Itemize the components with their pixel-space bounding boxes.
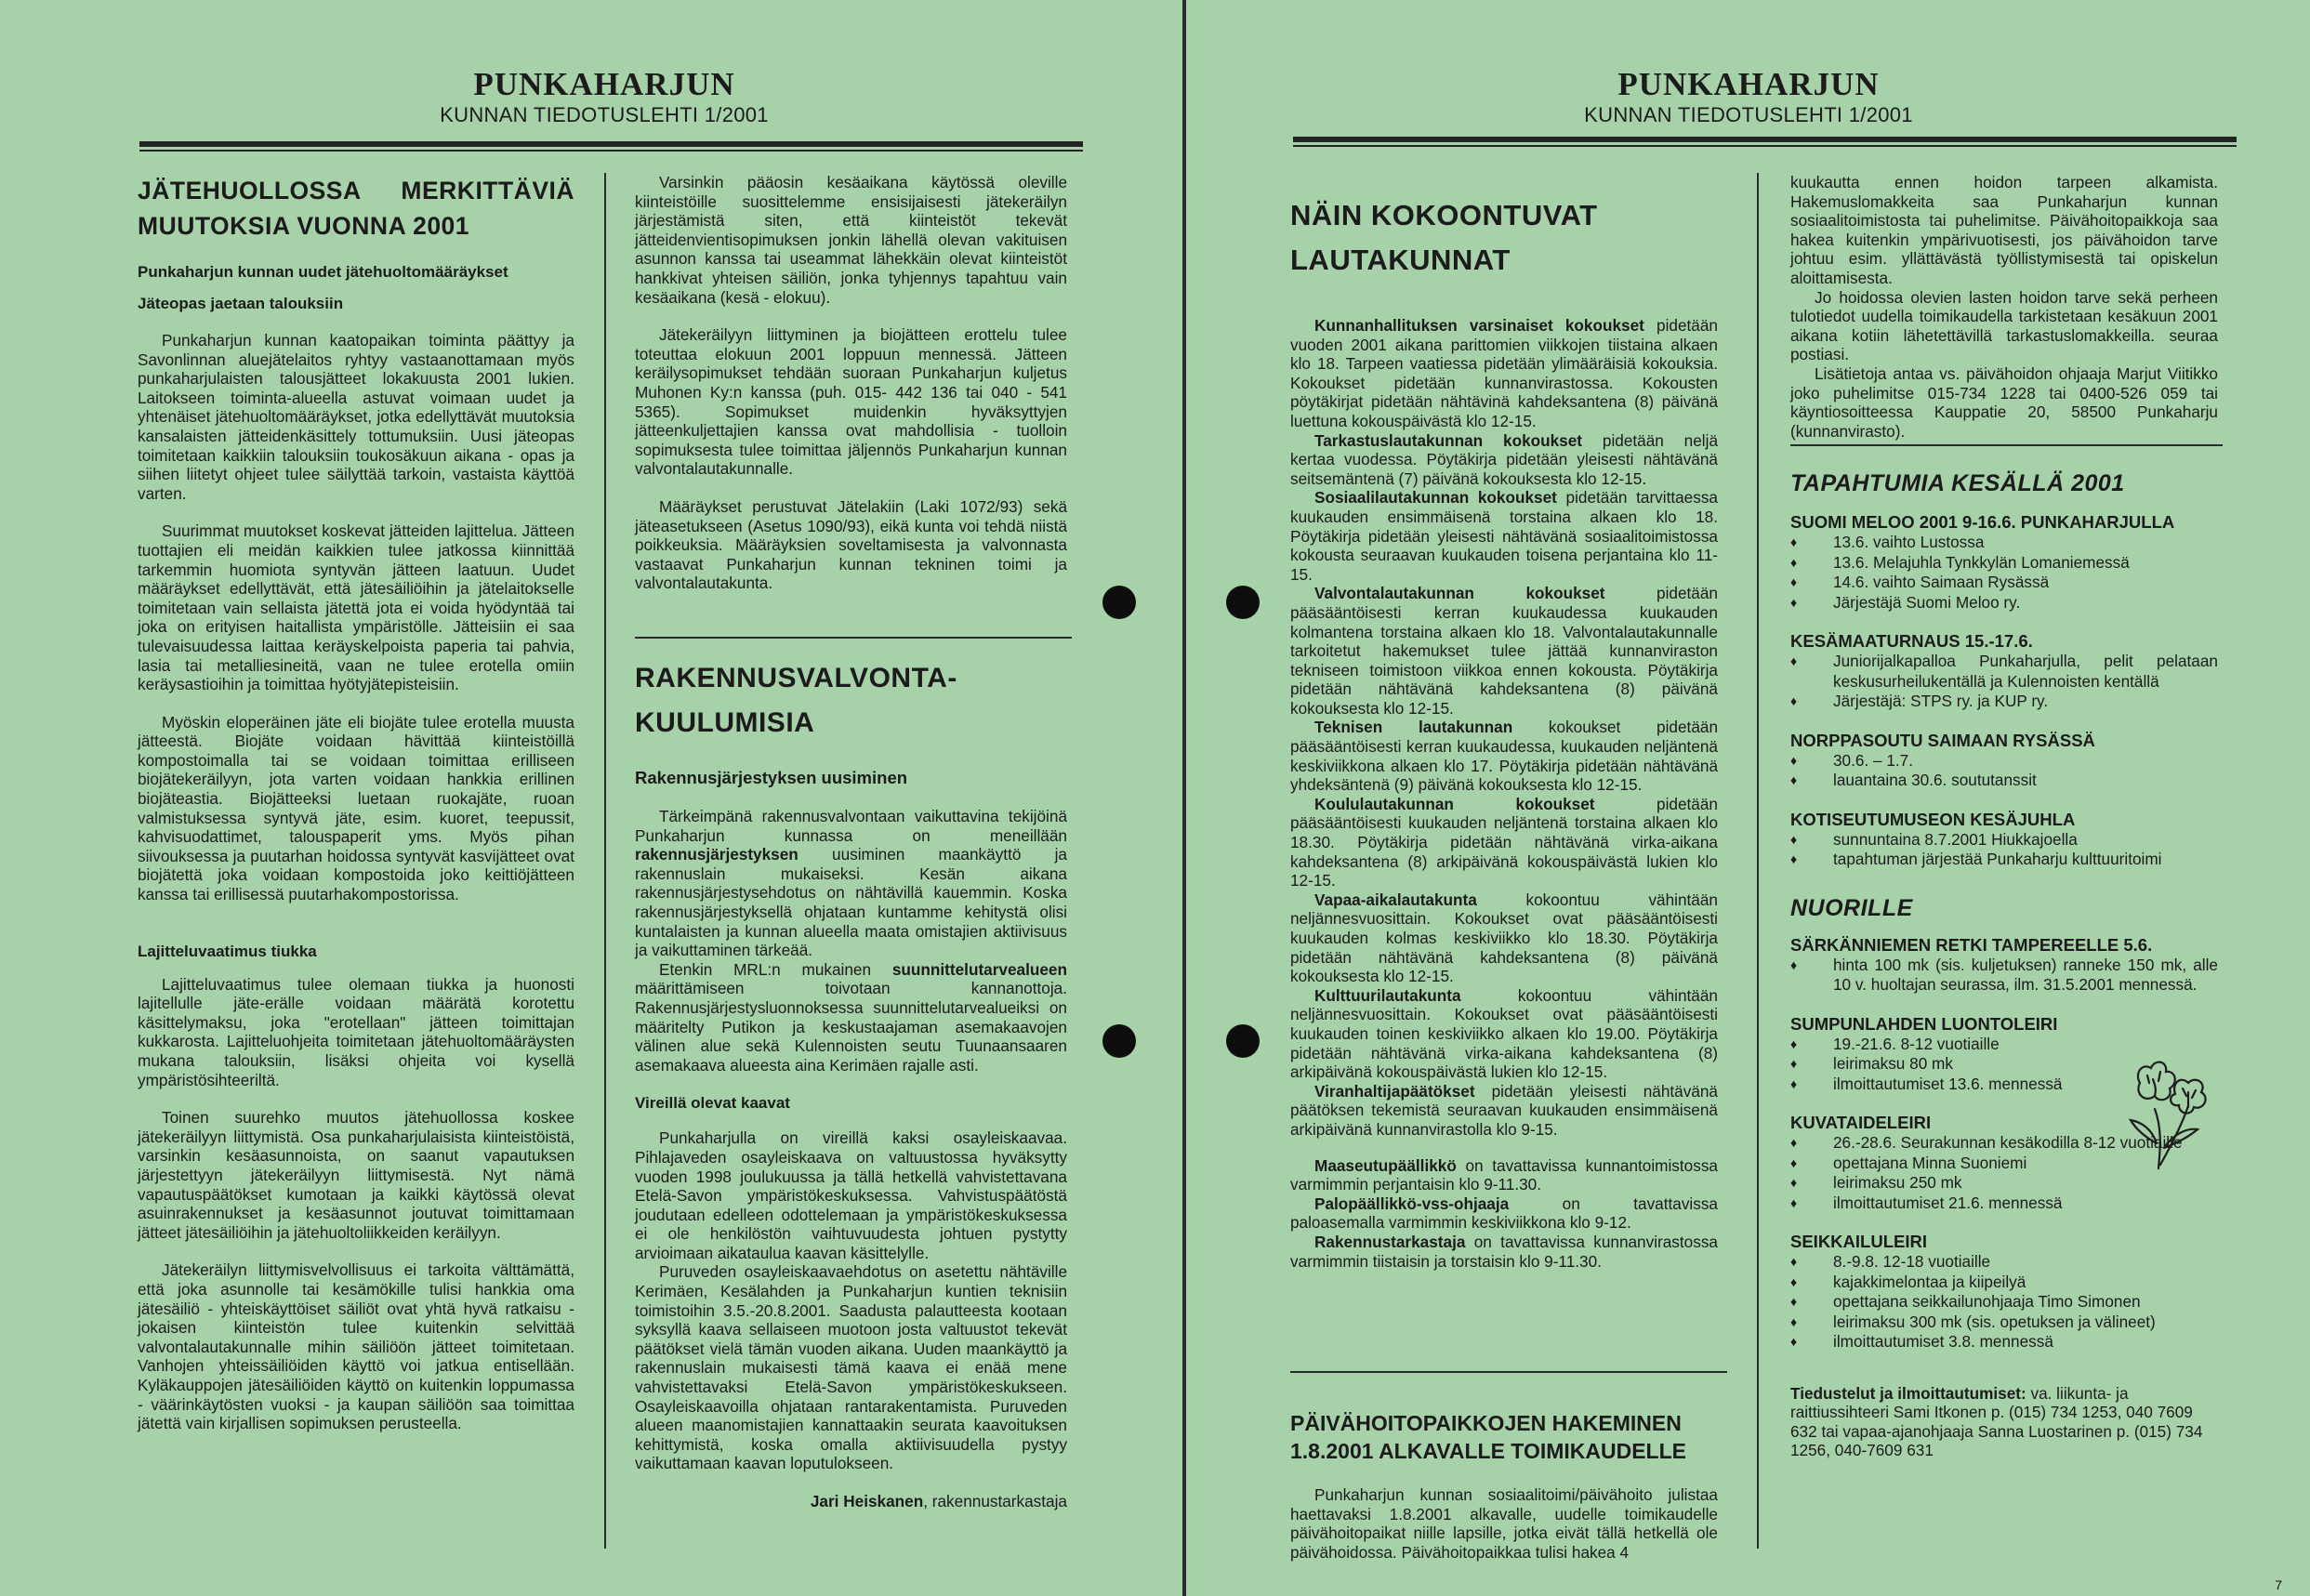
- event-item: [1790, 1332, 2218, 1352]
- board-text: kokoontuu vähintään neljännesvuosittain. Kokoukset ovat pääsääntöisesti kuukauden toinen keskiviikko alkaen klo 19.00. Pöytäkirja pidetään nähtävänä virka-aikana kahdeksantena (8) arkipäivänä kokouspäivästä lukien klo 12-15.: [1290, 985, 1718, 1082]
- board-name: Kunnanhallituksen varsinaiset kokoukset: [1314, 316, 1644, 335]
- paragraph: Punkaharjulla on vireillä kaksi osayleiskaavaa. Pihlajaveden osayleiskaava on valtuustossa hyväksytty vuoden 1998 joulukuussa ja tällä hetkellä vahvistettavana Etelä-Savon ympäristökeskuksessa. Vahvistuspäätöstä joudutaan edelleen odottelemaan ja ympäristökeskuksessa ei ole henkilöstön vaihtuvuudesta johtuen pystytty arvioimaan aikataulua kaavan käsittelylle.: [635, 1128, 1067, 1262]
- event-item-text: 26.-28.6. Seurakunnan kesäkodilla 8-12 vuotiaille: [1833, 1133, 2183, 1152]
- paragraph: Puruveden osayleiskaavaehdotus on asetettu nähtäville Kerimäen, Kesälahden ja Punkaharjun kuntien teknisiin toimistoihin 3.5.-20.8.2001. Saadusta palautteesta kootaan syksyllä kaava sellaiseen muotoon josta valtuustot tekevät päätökset vielä tämän vuoden aikana. Uuden maankäyttö ja rakennuslain mukaisesti tämä kaava ei enää mene vahvistettavaksi Etelä-Savon ympäristökeskukseen. Osayleiskaavoilla ohjataan rantarakentamista. Puruveden alueen maanomistajien kannattaakin seurata kaavoituksen kehittymistä, koska omalla aktiivisuudella pystyy vaikuttamaan kaavan loputulokseen.: [635, 1262, 1067, 1473]
- board-text: pidetään pääsääntöisesti kuukauden neljäntenä torstaina alkaen klo 18.30. Pöytäkirja pidetään nähtävänä virka-aikana kahdeksantena (8) arkipäivänä kokouspäivästä lukien klo 12-15.: [1290, 794, 1718, 890]
- rakennus-subheading: Vireillä olevat kaavat: [635, 1094, 790, 1113]
- bullet-icon: ♦: [1790, 1273, 1798, 1289]
- paragraph: Jätekeräilyn liittymisvelvollisuus ei tarkoita välttämättä, että joka asunnolle tai kesämökille tulisi hankkia oma jätesäiliö - yhteiskäyttöiset säiliöt ovat yhtä hyvä ratkaisu - jokaisen kiinteistön tulee kuitenkin selvittää valvontalautakunnalle mihin säiliöön jätteet toimitetaan. Vanhojen yhteissäiliöiden käyttö voi jatkua entisellään. Kyläkauppojen jätesäiliöiden käyttö on kuitenkin loppumassa - väärinkäytösten vuoksi - ja kaupan säiliöön saa toimittaa jätettä vain kirjallisen sopimuksen perusteella.: [138, 1260, 574, 1433]
- bullet-icon: ♦: [1790, 574, 1798, 589]
- bullet-icon: ♦: [1790, 1313, 1798, 1329]
- bullet-icon: ♦: [1790, 1294, 1798, 1309]
- events-section: [1790, 468, 2218, 1460]
- board-entry: [1290, 795, 1718, 890]
- binder-hole: [1102, 1024, 1136, 1058]
- event-items: [1790, 1252, 2218, 1352]
- masthead-subtitle: KUNNAN TIEDOTUSLEHTI 1/2001: [1584, 103, 1913, 126]
- events-list: [1790, 512, 2218, 889]
- board-name: Teknisen lautakunnan: [1314, 718, 1513, 737]
- bullet-icon: ♦: [1790, 752, 1798, 768]
- bullet-icon: ♦: [1790, 1056, 1798, 1071]
- event-item: [1790, 1292, 2218, 1312]
- event-title: SUMPUNLAHDEN LUONTOLEIRI: [1790, 1013, 2058, 1034]
- event-item-text: 14.6. vaihto Saimaan Rysässä: [1833, 573, 2050, 591]
- paragraph: Toinen suurehko muutos jätehuollossa koskee jätekeräilyyn liittymistä. Osa punkaharjulaisista kiinteistöistä, varsinkin kesäasunnoista, on saanut vapautuksen järjestettyyn jätekeräilyyn liittymisestä. Nyt nämä vapautuspäätökset kumotaan ja kaikki käytössä olevat asuinrakennukset ja kesäasunnot joutuvat toimittamaan jätteet jätesäiliöihin ja jätehuoltoliikkeiden keräilyyn.: [138, 1108, 574, 1242]
- right-page: [1186, 0, 2310, 1596]
- column-divider: [604, 173, 606, 1549]
- board-name: Maaseutupäällikkö: [1314, 1155, 1457, 1175]
- board-entry: [1290, 1194, 1718, 1233]
- daycare-article: [1290, 1409, 1718, 1562]
- event-items: [1790, 652, 2218, 712]
- board-name: Vapaa-aikalautakunta: [1314, 890, 1477, 909]
- board-text: pidetään pääsääntöisesti kerran kuukaudessa kuukauden kolmantena torstaina alkaen klo 18. Valvontalautakunnalle tarkoitetut hakemukset tulee jättää kunnanviraston tekniseen toimistoon viikkoa ennen kokousta. Pöytäkirja pidetään nähtävänä kahdeksantena (8) päivänä kokouksesta klo 12-15.: [1290, 584, 1718, 718]
- event-item-text: 13.6. Melajuhla Tynkkylän Lomaniemessä: [1833, 552, 2130, 572]
- masthead-rule: [1293, 137, 2237, 142]
- signature: Jari Heiskanen, rakennustarkastaja: [810, 1492, 1067, 1510]
- event-item: [1790, 593, 2218, 613]
- bullet-icon: ♦: [1790, 1175, 1798, 1190]
- event-item: [1790, 553, 2218, 574]
- bullet-icon: ♦: [1790, 594, 1798, 610]
- board-text: pidetään vuoden 2001 aikana parittomien viikkojen tiistaina alkaen klo 18. Tarpeen vaatiessa pidetään ylimääräisiä kokouksia. Kokoukset pidetään kunnanvirastossa. Kokousten pöytäkirjat pidetään nähtävinä kahdeksantena (8) päivänä luettuna kokouspäivästä klo 12-15.: [1290, 316, 1718, 430]
- event-item-text: ilmoittautumiset 21.6. mennessä: [1833, 1193, 2063, 1212]
- daycare-title: PÄIVÄHOITOPAIKKOJEN HAKEMINEN 1.8.2001 ALKAVALLE TOIMIKAUDELLE: [1290, 1411, 1686, 1463]
- bullet-icon: ♦: [1790, 1154, 1798, 1170]
- event-items: [1790, 751, 2218, 791]
- event-item-text: leirimaksu 250 mk: [1833, 1173, 1962, 1192]
- board-name: Viranhaltijapäätökset: [1314, 1081, 1475, 1101]
- binder-hole: [1102, 586, 1136, 619]
- bullet-icon: ♦: [1790, 956, 1798, 972]
- section-divider: [1290, 1371, 1727, 1373]
- paragraph: Lisätietoja antaa vs. päivähoidon ohjaaja Marjut Viitikko joko puhelimitse 015-734 1228 tai 0400-526 059 tai käyntiosoitteessa Kauppatie 20, 58500 Punkaharju (kunnanvirasto).: [1790, 363, 2218, 441]
- masthead-left: [335, 67, 874, 128]
- event-item: [1790, 533, 2218, 553]
- board-entry: [1290, 1156, 1718, 1194]
- article-subheading: Jäteopas jaetaan talouksiin: [138, 295, 344, 312]
- left-column-2: [635, 173, 1067, 593]
- binder-hole: [1226, 586, 1260, 619]
- board-text: kokoontuu vähintään neljännesvuosittain. Kokoukset ovat pääsääntöisesti kuukauden kolmas keskiviikko klo 18.30. Pöytäkirja pidetään nähtävänä kahdeksantena (8) päivänä kokouksesta klo 12-15.: [1290, 890, 1718, 986]
- bullet-icon: ♦: [1790, 1075, 1798, 1091]
- event-title: NORPPASOUTU SAIMAAN RYSÄSSÄ: [1790, 730, 2095, 750]
- board-name: Sosiaalilautakunnan kokoukset: [1314, 488, 1557, 508]
- boards-list: [1290, 316, 1718, 1140]
- bullet-icon: ♦: [1790, 831, 1798, 847]
- rakennus-subheading: Rakennusjärjestyksen uusiminen: [635, 768, 908, 787]
- masthead-rule: [139, 141, 1083, 147]
- paragraph: Tärkeimpänä rakennusvalvontaan vaikuttavina tekijöinä Punkaharjun kunnassa on meneillään rakennusjärjestyksen uusiminen maankäyttö ja rakennuslain mukaiseksi. Kesän aikana rakennusjärjestysehdotus on nähtävillä kauemmin. Koska rakennusjärjestyksellä ohjataan kuntamme kehitystä olisi kuntalaisten ja kunnan alueella maata omistajien aktiivisuus ja vaikuttaminen tärkeää.: [635, 807, 1067, 960]
- contact-info: Tiedustelut ja ilmoittautumiset: va. liikunta- ja raittiussihteeri Sami Itkonen p. (015) 734 1253, 040 7609 632 tai vapaa-ajanohjaaja Sanna Luostarinen p. (015) 734 1256, 040-7609 631: [1790, 1383, 2203, 1460]
- right-column-2: [1790, 173, 2218, 441]
- bullet-icon: ♦: [1790, 772, 1798, 787]
- event-item-text: tapahtuman järjestää Punkaharju kulttuuritoimi: [1833, 850, 2162, 868]
- board-entry: [1290, 488, 1718, 584]
- event-item-text: leirimaksu 300 mk (sis. opetuksen ja välineet): [1833, 1312, 2156, 1331]
- event-item-text: Järjestäjä: STPS ry. ja KUP ry.: [1833, 692, 2049, 710]
- board-entry: [1290, 890, 1718, 986]
- board-entry: [1290, 431, 1718, 489]
- event-item-text: ilmoittautumiset 13.6. mennessä: [1833, 1074, 2063, 1093]
- board-name: Kulttuurilautakunta: [1314, 985, 1461, 1005]
- event-item: [1790, 771, 2218, 791]
- event-item-text: Juniorijalkapalloa Punkaharjulla, pelit pelataan keskusurheilukentällä ja Kulennoisten kentällä: [1833, 652, 2218, 691]
- event-item-text: leirimaksu 80 mk: [1833, 1054, 1953, 1073]
- paragraph: Punkaharjun kunnan kaatopaikan toiminta päättyy ja Savonlinnan aluejätelaitos ryhtyy vastaanottamaan myös punkaharjulaisten talousjätteet lokakuusta 2001 lukien. Laitokseen toiminta-alueella astuvat voimaan uudet ja yhtenäiset jätehuoltomääräykset, jotka edellyttävät muutoksia kansalaisten jätteidenkäsittely tottumuksiin. Uusi jäteopas toimitetaan kaikkiin talouksiin toukosäkuun aikana - opas ja siihen liitetyt ohjeet tulee säilyttää tarkoin, vastaista käyttöä varten.: [138, 331, 574, 503]
- boards-title: NÄIN KOKOONTUVAT LAUTAKUNNAT: [1290, 199, 1598, 276]
- board-name: Palopäällikkö-vss-ohjaaja: [1314, 1194, 1510, 1213]
- board-entry: [1290, 1233, 1718, 1271]
- event-item: [1790, 751, 2218, 772]
- event-item: [1790, 573, 2218, 593]
- event-item: [1790, 956, 2218, 996]
- left-column-1: [138, 173, 574, 1433]
- event-item-text: lauantaina 30.6. soututanssit: [1833, 771, 2037, 789]
- masthead-subtitle: KUNNAN TIEDOTUSLEHTI 1/2001: [440, 103, 769, 126]
- paragraph: Määräykset perustuvat Jätelakiin (Laki 1072/93) sekä jäteasetukseen (Asetus 1090/93), eikä kunta voi tehdä niistä poikkeuksia. Määräyksien soveltamisesta ja valvonnasta vastaavat Punkaharjun kunnan tekninen toimi ja valvontalautakunta.: [635, 496, 1067, 593]
- event-item-text: 13.6. vaihto Lustossa: [1833, 533, 1985, 551]
- event-item: [1790, 1035, 2218, 1055]
- paragraph: Varsinkin pääosin kesäaikana käytössä oleville kiinteistöille suosittelemme ensisijaisesti jätekeräilyn järjestämistä siten, että kiinteistöt tekevät jätteidenvientisopimuksen jonkin lähellä olevan vakituisen asunnon kanssa tai useammat lähekkäin olevat kiinteistöt hankkivat yhteisen säiliön, jonka tyhjennys tapahtuu vain kesäaikana (kesä - elokuu).: [635, 173, 1067, 307]
- event-item: [1790, 830, 2218, 851]
- bullet-icon: ♦: [1790, 653, 1798, 668]
- event-item: [1790, 652, 2218, 692]
- paragraph: Etenkin MRL:n mukainen suunnittelutarvealueen määrittämiseen toivotaan kannanottoja. Rakennusjärjestysluonnoksessa suunnittelutarvealueiksi on määritelty Putikon ja keskustaajaman asemakaavojen välinen alue sekä Kulennoisten seutu Tuunaansaaren asemakaava alueesta aina Kerimäen rajalle asti.: [635, 959, 1067, 1075]
- page-number: 7: [2275, 1577, 2282, 1592]
- board-text: pidetään yleisesti nähtävänä päätöksen tekemistä seuraavan kuukauden ensimmäisenä arkipäivänä kunnanvirastolla klo 9-15.: [1290, 1081, 1718, 1139]
- article-subheading: Lajitteluvaatimus tiukka: [138, 942, 317, 960]
- paragraph: Lajitteluvaatimus tulee olemaan tiukka ja huonosti lajitellulle jäte-erälle voidaan määrätä korotettu käsittelymaksu, joka "erotellaan" jätteen toimittajan kukkarosta. Lajitteluohjeita toimitetaan jätehuoltomääräysten mukana talouksiin, lisäksi ohjeita voi kysellä ympäristösihteeriltä.: [138, 974, 574, 1089]
- board-text: on tavattavissa paloasemalla varmimmin keskiviikkona klo 9-12.: [1290, 1194, 1718, 1233]
- event-item-text: 30.6. – 1.7.: [1833, 750, 1914, 770]
- masthead-right: [1479, 67, 2018, 128]
- board-text: pidetään tarvittaessa kuukauden ensimmäisenä torstaina alkaen klo 18. Pöytäkirja pidetään yleisesti nähtävänä sosiaalitoimistossa kokousta seuraavan kuukauden toisena perjantaina klo 11-15.: [1290, 488, 1718, 584]
- event-title: KOTISEUTUMUSEON KESÄJUHLA: [1790, 809, 2076, 829]
- article-title: JÄTEHUOLLOSSA MERKITTÄVIÄ MUUTOKSIA VUONNA 2001: [138, 177, 574, 240]
- event-item: [1790, 1194, 2218, 1214]
- event-item-text: ilmoittautumiset 3.8. mennessä: [1833, 1332, 2053, 1351]
- right-column-1: [1290, 193, 1718, 1271]
- paragraph: kuukautta ennen hoidon tarpeen alkamista. Hakemuslomakkeita saa Punkaharjun kunnan sosiaalitoimistosta tai puhelimitse. Päivähoitopaikkoja saa hakea kuitenkin ympärivuotisesti, jos päivähoidon tarve johtuu esim. yllättävästä työllistymisestä tai opiskelun aloittamisesta.: [1790, 173, 2218, 287]
- bullet-icon: ♦: [1790, 1135, 1798, 1150]
- paragraph: Jätekeräilyyn liittyminen ja biojätteen erottelu tulee toteuttaa elokuun 2001 loppuun mennessä. Jätteen keräilysopimukset tehdään suoraan Punkaharjun kuljetus Muhonen Ky:n kanssa (puh. 015- 442 136 tai 040 - 541 5365). Sopimukset muidenkin hyväksyttyjen jätteenkuljettajien kanssa ovat mahdollisia - tuolloin sopimuksesta tulee toimittaa jäljennös Punkaharjun kunnan valvontalautakunnalle.: [635, 325, 1067, 479]
- bullet-icon: ♦: [1790, 534, 1798, 549]
- bullet-icon: ♦: [1790, 1194, 1798, 1210]
- paragraph: Suurimmat muutokset koskevat jätteiden lajittelua. Jätteen tuottajien eli meidän kaikkien tulee jatkossa kiinnittää tarkemmin huomiota syntyvän jätteen laatuun. Uudet määräykset edellyttävät, että jätesäiliöihin ja jätelaitokselle toimitetaan vain sellaista jätettä jota ei voida hyödyntää tai joka on erityisen haitallista ympäristölle. Jätteisiin ei saa tulevaisuudessa laittaa keräyskelpoista paperia tai pahvia, lasia tai metalliesineitä, vaan ne tulee erotella omiin keräysastioihin ja toimittaa hyötyjätepisteisiin.: [138, 521, 574, 694]
- article-kicker: Punkaharjun kunnan uudet jätehuoltomääräykset: [138, 263, 508, 281]
- event-title: SÄRKÄNNIEMEN RETKI TAMPEREELLE 5.6.: [1790, 934, 2153, 955]
- board-name: Tarkastuslautakunnan kokoukset: [1314, 430, 1583, 450]
- board-entry: [1290, 1082, 1718, 1140]
- event-item: [1790, 1173, 2218, 1194]
- event-items: [1790, 830, 2218, 870]
- event-item: [1790, 692, 2218, 712]
- section-divider: [1790, 444, 2223, 446]
- bullet-icon: ♦: [1790, 1334, 1798, 1349]
- board-text: on tavattavissa kunnantoimistossa varmimmin perjantaisin klo 9-11.30.: [1290, 1155, 1718, 1194]
- bullet-icon: ♦: [1790, 554, 1798, 570]
- event-item-text: opettajana Minna Suoniemi: [1833, 1153, 2027, 1172]
- masthead-title: PUNKAHARJUN: [1617, 66, 1880, 102]
- section-divider: [635, 637, 1072, 639]
- masthead-title: PUNKAHARJUN: [473, 66, 735, 102]
- rakennus-title: RAKENNUSVALVONTA-KUULUMISIA: [635, 663, 957, 738]
- flower-illustration: [2121, 1055, 2214, 1171]
- board-name: Rakennustarkastaja: [1314, 1232, 1466, 1251]
- event-item: [1790, 850, 2218, 870]
- rakennus-article: [635, 656, 1067, 1511]
- board-text: pidetään neljä kertaa vuodessa. Pöytäkirja pidetään yleisesti nähtävänä seitsemäntenä (7) päivänä kokouksesta klo 12-15.: [1290, 430, 1718, 488]
- event-title: SUOMI MELOO 2001 9-16.6. PUNKAHARJULLA: [1790, 512, 2175, 532]
- event-items: [1790, 533, 2218, 613]
- event-item: [1790, 1252, 2218, 1273]
- board-entry: [1290, 316, 1718, 431]
- event-title: KUVATAIDELEIRI: [1790, 1113, 1932, 1132]
- event-item-text: hinta 100 mk (sis. kuljetuksen) ranneke 150 mk, alle 10 v. huoltajan seurassa, ilm. 31.5.2001 mennessä.: [1833, 955, 2218, 994]
- event-item: [1790, 1312, 2218, 1333]
- board-text: kokoukset pidetään pääsääntöisesti kerran kuukaudessa, kuukauden neljäntenä keskiviikkona alkaen klo 17. Pöytäkirja pidetään nähtävänä yhdeksäntenä (9) päivänä kokouksesta klo 12-15.: [1290, 718, 1719, 795]
- board-text: on tavattavissa kunnanvirastossa varmimmin tiistaisin ja torstaisin klo 9-11.30.: [1290, 1232, 1718, 1271]
- event-item-text: sunnuntaina 8.7.2001 Hiukkajoella: [1833, 829, 2078, 849]
- board-name: Koululautakunnan kokoukset: [1314, 794, 1595, 813]
- event-item-text: Järjestäjä Suomi Meloo ry.: [1833, 592, 2021, 612]
- event-item-text: opettajana seikkailunohjaaja Timo Simonen: [1833, 1292, 2141, 1311]
- youth-title: NUORILLE: [1790, 894, 1913, 921]
- event-items: [1790, 956, 2218, 996]
- event-title: SEIKKAILULEIRI: [1790, 1232, 1927, 1251]
- bullet-icon: ♦: [1790, 1035, 1798, 1051]
- event-title: KESÄMAATURNAUS 15.-17.6.: [1790, 631, 2033, 651]
- bullet-icon: ♦: [1790, 851, 1798, 866]
- board-name: Valvontalautakunnan kokoukset: [1314, 584, 1605, 603]
- board-entry: [1290, 584, 1718, 718]
- board-entry: [1290, 718, 1718, 794]
- bullet-icon: ♦: [1790, 1254, 1798, 1269]
- events-title: TAPAHTUMIA KESÄLLÄ 2001: [1790, 470, 2125, 496]
- bullet-icon: ♦: [1790, 693, 1798, 708]
- paragraph: Myöskin eloperäinen jäte eli biojäte tulee erotella muusta jätteestä. Biojäte voidaan hävittää kiinteistöillä kompostoimalla tai se voidaan toimittaa erilliseen biojätekeräilyyn, jota varten voidaan hankkia erillinen biojäteastia. Biojätteeksi luetaan ruokajäte, ruoan valmistuksessa syntyvä jäte, esim. kuoret, teepussit, kahvisuodattimet, talouspaperit yms. Myös pihan siivouksessa ja puutarhan hoidossa syntyvät kasvijätteet ovat biojätettä joka voidaan kompostoida joko keittiöjätteen kanssa tai erillisessä puutarhakompostorissa.: [138, 712, 574, 904]
- officials-list: [1290, 1156, 1718, 1272]
- event-item: [1790, 1273, 2218, 1293]
- board-entry: [1290, 986, 1718, 1082]
- paragraph: Jo hoidossa olevien lasten hoidon tarve sekä perheen tulotiedot uudella toimikaudella tarkistetaan kesäkuun 2001 aikana kotiin lähetettävillä tarkastuslomakkeilla. seuraa postiasi.: [1790, 287, 2218, 364]
- event-item-text: kajakkimelontaa ja kiipeilyä: [1833, 1272, 2026, 1291]
- event-item-text: 8.-9.8. 12-18 vuotiaille: [1833, 1252, 1991, 1271]
- paragraph: Punkaharjun kunnan sosiaalitoimi/päivähoito julistaa haettavaksi 1.8.2001 alkavalle, uudelle toimikaudelle päivähoitopaikat niille lapsille, jotka eivät tällä hetkellä ole päivähoidossa. Päivähoitopaikkaa tulisi hakea 4: [1290, 1485, 1718, 1562]
- event-item-text: 19.-21.6. 8-12 vuotiaille: [1833, 1034, 2000, 1053]
- column-divider: [1757, 173, 1759, 1549]
- binder-hole: [1226, 1024, 1260, 1058]
